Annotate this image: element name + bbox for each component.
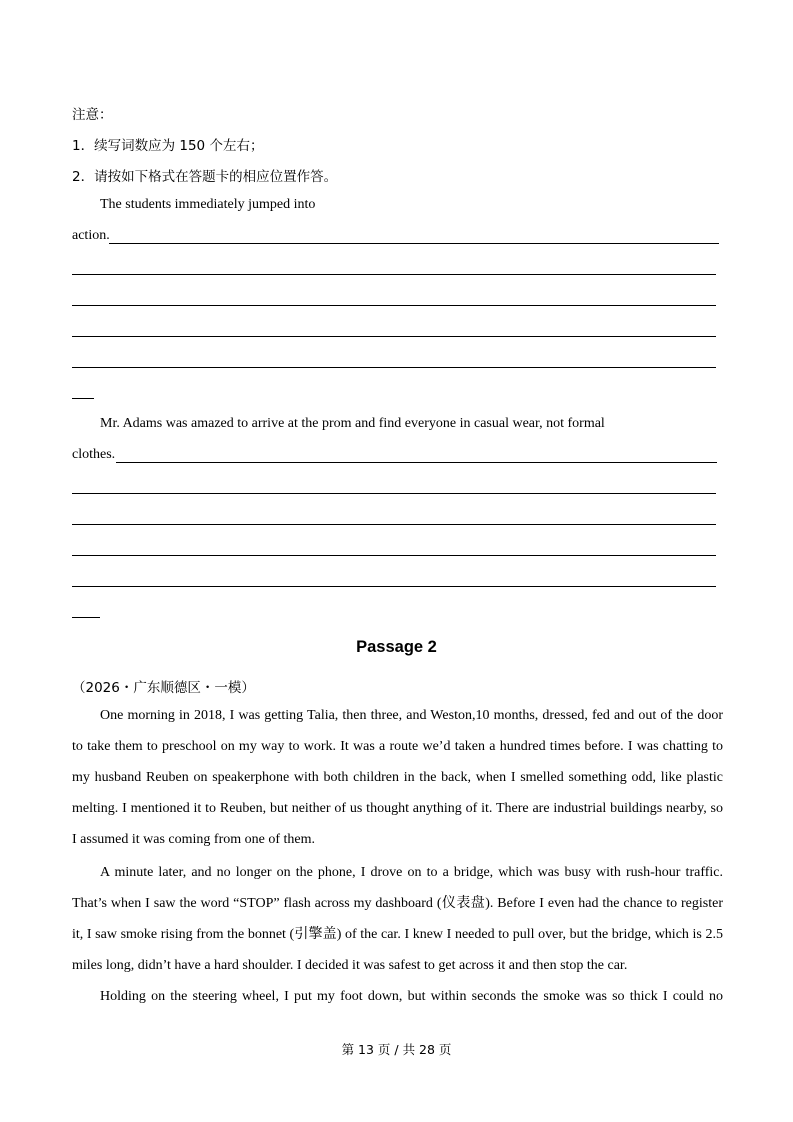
notice-item-word-count: 1．续写词数应为 150 个左右； [72,138,264,154]
answer-line[interactable] [72,336,716,337]
paragraph-text: Holding on the steering wheel, I put my foot down, but within seconds the smoke was so thick I could no [100,989,723,1004]
answer-line[interactable] [72,305,716,306]
writing-prompt-2-line-two: clothes. [72,447,116,462]
paragraph-text: One morning in 2018, I was getting Talia, then three, and Weston,10 months, dressed, fed and out of the door to take them to preschool on my way to work. It was a route we’d taken a hundred times before. I was chatting to my husband Reuben on speakerphone with both children in the back, when I smelled something odd, like plastic melting. I mentioned it to Reuben, but neither of us thought anything of it. There are industrial buildings nearby, so I assumed it was coming from one of them. [72,708,723,847]
page-number: 第 13 页 / 共 28 页 [341,1042,452,1057]
passage-title: Passage 2 [356,638,437,656]
passage-paragraph [72,857,723,981]
answer-line[interactable] [109,243,719,244]
answer-line-end[interactable] [72,398,94,399]
writing-prompt-1-line-two: action. [72,228,110,243]
passage-paragraph [72,981,723,1012]
notice-heading: 注意： [72,107,113,123]
answer-line[interactable] [72,493,716,494]
answer-line[interactable] [72,367,716,368]
notice-item-format: 2．请按如下格式在答题卡的相应位置作答。 [72,169,338,185]
answer-line[interactable] [72,555,716,556]
writing-prompt-2-line-one: Mr. Adams was amazed to arrive at the prom and find everyone in casual wear, not formal [100,416,605,431]
answer-line-end[interactable] [72,617,100,618]
passage-source: （2026・广东顺德区・一模） [72,680,255,696]
passage-paragraph [72,700,723,855]
writing-prompt-1-line-one: The students immediately jumped into [100,197,316,212]
paragraph-text: A minute later, and no longer on the phone, I drove on to a bridge, which was busy with rush-hour traffic. That’s when I saw the word “STOP” flash across my dashboard (仪表盘). Before I even had the chance to register it, I saw smoke rising from the bonnet (引擎盖) of the car. I knew I needed to pull over, but the bridge, which is 2.5 miles long, didn’t have a hard shoulder. I decided it was safest to get across it and then stop the car. [72,865,723,973]
answer-line[interactable] [72,586,716,587]
answer-line[interactable] [116,462,717,463]
answer-line[interactable] [72,524,716,525]
answer-line[interactable] [72,274,716,275]
